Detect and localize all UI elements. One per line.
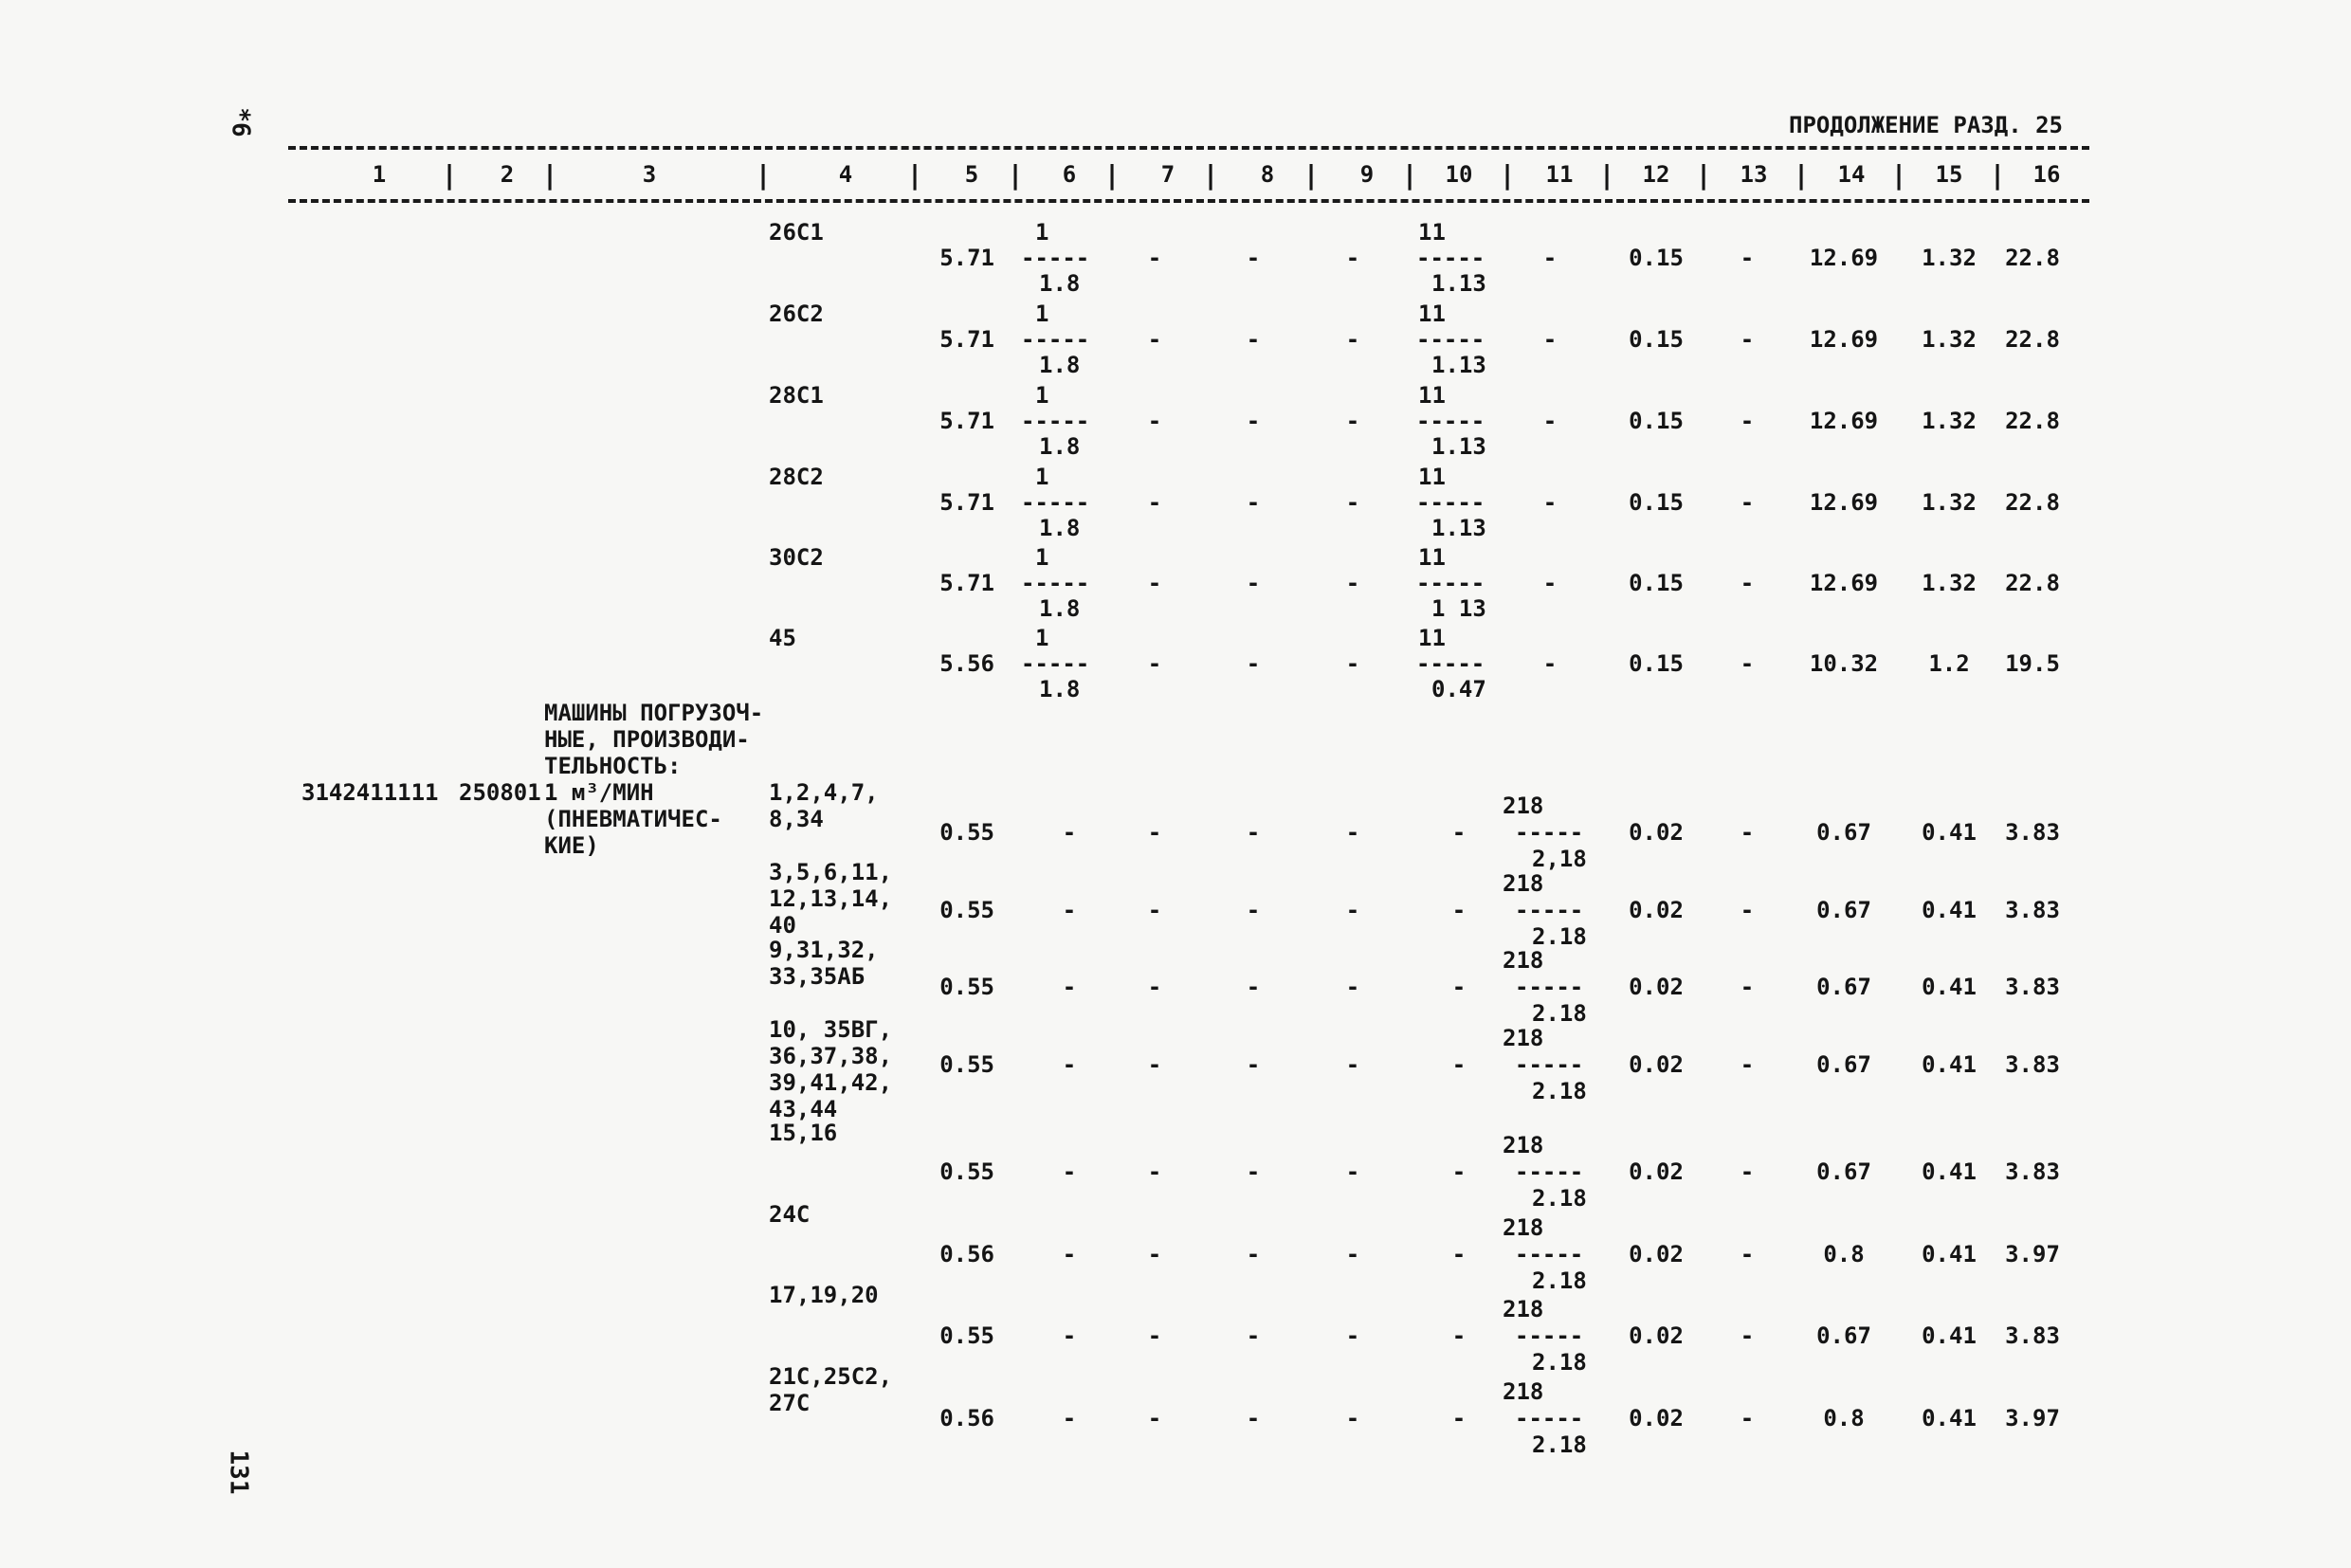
fraction-bar: -----	[1515, 1241, 1584, 1267]
fraction-bar: -----	[1021, 408, 1090, 434]
cell-col15: 1.32	[1922, 408, 1977, 434]
fraction-denominator: 2,18	[1532, 846, 1587, 872]
cell-col14: 0.67	[1816, 1158, 1871, 1185]
table-header-rule	[288, 199, 2089, 203]
cell-col7: -	[1147, 974, 1162, 1000]
cell-col14: 12.69	[1809, 408, 1879, 434]
cell-col7: -	[1147, 1405, 1162, 1431]
cell-col11: -	[1542, 408, 1558, 434]
cell-col15: 1.32	[1922, 570, 1977, 596]
row-code-line: 15,16	[769, 1120, 838, 1146]
cell-col13: -	[1740, 897, 1755, 923]
fraction-denominator: 1.8	[1039, 433, 1081, 460]
cell-col16: 22.8	[2005, 570, 2060, 596]
column-separator: |	[1598, 159, 1615, 191]
cell-col12: 0.02	[1629, 819, 1684, 846]
cell-col11: -	[1542, 245, 1558, 271]
fraction-denominator: 2.18	[1532, 1349, 1587, 1376]
cell-col15: 0.41	[1922, 1241, 1977, 1267]
cell-col8: -	[1246, 819, 1261, 846]
row-code-line: 36,37,38,	[769, 1043, 893, 1069]
cell-col15: 0.41	[1922, 1158, 1977, 1185]
fraction-denominator: 1.8	[1039, 270, 1081, 297]
column-header: 8	[1260, 161, 1275, 188]
column-separator: |	[1695, 159, 1712, 191]
cell-col14: 12.69	[1809, 245, 1879, 271]
cell-col16: 3.83	[2005, 819, 2060, 846]
fraction-denominator: 2.18	[1532, 1185, 1587, 1212]
cell-col16: 3.83	[2005, 897, 2060, 923]
cell-col16: 3.83	[2005, 1051, 2060, 1078]
cell-col7: -	[1147, 819, 1162, 846]
cell-col5: 5.56	[939, 650, 994, 677]
row-code: 28С1	[769, 382, 824, 409]
cell-col13: -	[1740, 326, 1755, 353]
cell-col5: 5.71	[939, 570, 994, 596]
item-description-line: 1 м³/МИН	[544, 779, 654, 806]
section-heading-line: ТЕЛЬНОСТЬ:	[544, 753, 682, 779]
fraction-bar: -----	[1515, 1322, 1584, 1349]
cell-col14: 12.69	[1809, 570, 1879, 596]
cell-col10: -	[1451, 1051, 1467, 1078]
section-heading-line: НЫЕ, ПРОИЗВОДИ-	[544, 726, 750, 753]
cell-col7: -	[1147, 326, 1162, 353]
row-code-line: 10, 35ВГ,	[769, 1016, 893, 1043]
cell-col7: -	[1147, 489, 1162, 516]
row-code-line: 8,34	[769, 806, 824, 832]
cell-col13: -	[1740, 1405, 1755, 1431]
cell-col8: -	[1246, 1405, 1261, 1431]
fraction-numerator: 11	[1418, 544, 1446, 571]
cell-col6: -	[1062, 1051, 1077, 1078]
cell-col16: 3.83	[2005, 1322, 2060, 1349]
cell-col5: 0.55	[939, 1051, 994, 1078]
column-header: 9	[1359, 161, 1375, 188]
item-code-col2: 250801	[459, 779, 541, 806]
fraction-denominator: 1.13	[1431, 352, 1486, 378]
cell-col9: -	[1345, 1322, 1360, 1349]
cell-col13: -	[1740, 1241, 1755, 1267]
column-separator: |	[1499, 159, 1516, 191]
fraction-numerator: 218	[1503, 1132, 1544, 1158]
row-code-line: 43,44	[769, 1096, 838, 1122]
cell-col10: -	[1451, 1322, 1467, 1349]
column-header: 15	[1935, 161, 1963, 188]
cell-col9: -	[1345, 974, 1360, 1000]
row-code-line: 21С,25С2,	[769, 1363, 893, 1390]
cell-col5: 0.56	[939, 1241, 994, 1267]
cell-col5: 5.71	[939, 326, 994, 353]
fraction-numerator: 11	[1418, 382, 1446, 409]
fraction-bar: -----	[1416, 326, 1485, 353]
fraction-numerator: 218	[1503, 1296, 1544, 1322]
row-code: 30С2	[769, 544, 824, 571]
cell-col14: 12.69	[1809, 326, 1879, 353]
cell-col9: -	[1345, 1051, 1360, 1078]
cell-col8: -	[1246, 897, 1261, 923]
fraction-denominator: 1 13	[1431, 595, 1486, 622]
column-header: 13	[1740, 161, 1768, 188]
fraction-bar: -----	[1515, 1051, 1584, 1078]
cell-col10: -	[1451, 1158, 1467, 1185]
fraction-bar: -----	[1416, 408, 1485, 434]
cell-col13: -	[1740, 489, 1755, 516]
margin-top-mark: *6	[226, 107, 255, 137]
fraction-numerator: 218	[1503, 1025, 1544, 1051]
cell-col7: -	[1147, 570, 1162, 596]
cell-col13: -	[1740, 1322, 1755, 1349]
cell-col16: 3.83	[2005, 1158, 2060, 1185]
column-separator: |	[1793, 159, 1810, 191]
column-separator: |	[755, 159, 772, 191]
row-code: 45	[769, 625, 796, 651]
cell-col15: 1.32	[1922, 489, 1977, 516]
column-separator: |	[1989, 159, 2006, 191]
cell-col11: -	[1542, 326, 1558, 353]
column-header: 4	[838, 161, 853, 188]
fraction-numerator: 1	[1035, 219, 1049, 246]
cell-col9: -	[1345, 326, 1360, 353]
row-code-line: 24С	[769, 1201, 811, 1228]
row-code-line: 33,35АБ	[769, 963, 866, 990]
fraction-numerator: 218	[1503, 947, 1544, 974]
cell-col5: 5.71	[939, 489, 994, 516]
cell-col9: -	[1345, 1158, 1360, 1185]
fraction-denominator: 1.8	[1039, 595, 1081, 622]
cell-col16: 22.8	[2005, 326, 2060, 353]
row-code-line: 17,19,20	[769, 1282, 879, 1308]
cell-col10: -	[1451, 819, 1467, 846]
cell-col6: -	[1062, 1241, 1077, 1267]
cell-col10: -	[1451, 1241, 1467, 1267]
cell-col9: -	[1345, 489, 1360, 516]
cell-col7: -	[1147, 1322, 1162, 1349]
fraction-numerator: 1	[1035, 625, 1049, 651]
cell-col14: 0.8	[1823, 1405, 1865, 1431]
cell-col15: 0.41	[1922, 1051, 1977, 1078]
cell-col7: -	[1147, 408, 1162, 434]
cell-col12: 0.02	[1629, 897, 1684, 923]
column-separator: |	[441, 159, 458, 191]
cell-col15: 0.41	[1922, 974, 1977, 1000]
cell-col12: 0.02	[1629, 974, 1684, 1000]
cell-col9: -	[1345, 1241, 1360, 1267]
cell-col5: 5.71	[939, 408, 994, 434]
row-code-line: 40	[769, 912, 796, 939]
cell-col10: -	[1451, 974, 1467, 1000]
fraction-bar: -----	[1515, 974, 1584, 1000]
fraction-numerator: 11	[1418, 301, 1446, 327]
column-separator: |	[1401, 159, 1418, 191]
cell-col5: 0.56	[939, 1405, 994, 1431]
cell-col5: 5.71	[939, 245, 994, 271]
cell-col16: 22.8	[2005, 245, 2060, 271]
column-header: 10	[1445, 161, 1473, 188]
fraction-numerator: 218	[1503, 1214, 1544, 1241]
fraction-denominator: 1.8	[1039, 676, 1081, 702]
fraction-bar: -----	[1021, 489, 1090, 516]
cell-col12: 0.02	[1629, 1405, 1684, 1431]
fraction-numerator: 218	[1503, 870, 1544, 897]
column-separator: |	[541, 159, 558, 191]
cell-col14: 12.69	[1809, 489, 1879, 516]
column-header: 16	[2032, 161, 2061, 188]
column-header: 2	[500, 161, 515, 188]
fraction-numerator: 11	[1418, 219, 1446, 246]
fraction-denominator: 1.8	[1039, 515, 1081, 541]
column-separator: |	[1303, 159, 1320, 191]
cell-col5: 0.55	[939, 819, 994, 846]
cell-col6: -	[1062, 1158, 1077, 1185]
cell-col15: 1.32	[1922, 326, 1977, 353]
cell-col11: -	[1542, 650, 1558, 677]
column-header: 7	[1160, 161, 1176, 188]
cell-col15: 0.41	[1922, 897, 1977, 923]
fraction-bar: -----	[1021, 650, 1090, 677]
cell-col5: 0.55	[939, 897, 994, 923]
cell-col8: -	[1246, 1051, 1261, 1078]
column-header: 5	[964, 161, 979, 188]
fraction-bar: -----	[1515, 1158, 1584, 1185]
cell-col8: -	[1246, 974, 1261, 1000]
cell-col16: 22.8	[2005, 408, 2060, 434]
column-separator: |	[1202, 159, 1219, 191]
fraction-numerator: 11	[1418, 464, 1446, 490]
cell-col15: 1.32	[1922, 245, 1977, 271]
table-top-rule	[288, 146, 2089, 150]
cell-col9: -	[1345, 408, 1360, 434]
cell-col14: 10.32	[1809, 650, 1879, 677]
fraction-bar: -----	[1416, 650, 1485, 677]
cell-col13: -	[1740, 650, 1755, 677]
cell-col16: 3.97	[2005, 1241, 2060, 1267]
item-description-line: КИЕ)	[544, 832, 599, 859]
cell-col6: -	[1062, 974, 1077, 1000]
item-description-line: (ПНЕВМАТИЧЕС-	[544, 806, 722, 832]
fraction-bar: -----	[1515, 819, 1584, 846]
fraction-bar: -----	[1416, 570, 1485, 596]
fraction-denominator: 2.18	[1532, 1078, 1587, 1104]
fraction-denominator: 1.8	[1039, 352, 1081, 378]
cell-col9: -	[1345, 245, 1360, 271]
fraction-numerator: 1	[1035, 301, 1049, 327]
cell-col9: -	[1345, 650, 1360, 677]
cell-col9: -	[1345, 1405, 1360, 1431]
column-header: 3	[642, 161, 657, 188]
cell-col9: -	[1345, 897, 1360, 923]
cell-col15: 0.41	[1922, 819, 1977, 846]
cell-col16: 22.8	[2005, 489, 2060, 516]
fraction-numerator: 1	[1035, 464, 1049, 490]
cell-col8: -	[1246, 489, 1261, 516]
cell-col11: -	[1542, 489, 1558, 516]
cell-col13: -	[1740, 408, 1755, 434]
column-header: 6	[1062, 161, 1077, 188]
fraction-denominator: 2.18	[1532, 1000, 1587, 1027]
cell-col8: -	[1246, 245, 1261, 271]
row-code-line: 12,13,14,	[769, 885, 893, 912]
cell-col9: -	[1345, 570, 1360, 596]
cell-col12: 0.02	[1629, 1241, 1684, 1267]
cell-col7: -	[1147, 1158, 1162, 1185]
row-code-line: 27С	[769, 1390, 811, 1416]
section-continuation-title: ПРОДОЛЖЕНИЕ РАЗД. 25	[1789, 112, 2063, 138]
column-header: 11	[1545, 161, 1574, 188]
fraction-denominator: 2.18	[1532, 1431, 1587, 1458]
row-code: 26С1	[769, 219, 824, 246]
fraction-denominator: 0.47	[1431, 676, 1486, 702]
cell-col12: 0.15	[1629, 489, 1684, 516]
cell-col8: -	[1246, 326, 1261, 353]
fraction-numerator: 11	[1418, 625, 1446, 651]
fraction-bar: -----	[1021, 326, 1090, 353]
cell-col12: 0.15	[1629, 650, 1684, 677]
cell-col13: -	[1740, 570, 1755, 596]
fraction-denominator: 1.13	[1431, 433, 1486, 460]
cell-col12: 0.02	[1629, 1322, 1684, 1349]
cell-col7: -	[1147, 1241, 1162, 1267]
fraction-denominator: 2.18	[1532, 923, 1587, 950]
cell-col12: 0.15	[1629, 245, 1684, 271]
cell-col8: -	[1246, 1241, 1261, 1267]
cell-col15: 1.2	[1928, 650, 1970, 677]
cell-col9: -	[1345, 819, 1360, 846]
fraction-denominator: 1.13	[1431, 270, 1486, 297]
cell-col15: 0.41	[1922, 1322, 1977, 1349]
cell-col7: -	[1147, 1051, 1162, 1078]
column-header: 14	[1837, 161, 1866, 188]
cell-col6: -	[1062, 1405, 1077, 1431]
cell-col14: 0.67	[1816, 819, 1871, 846]
cell-col6: -	[1062, 1322, 1077, 1349]
cell-col13: -	[1740, 819, 1755, 846]
column-header: 12	[1642, 161, 1670, 188]
cell-col6: -	[1062, 819, 1077, 846]
cell-col8: -	[1246, 650, 1261, 677]
item-code-col1: 3142411111	[301, 779, 439, 806]
row-code-line: 1,2,4,7,	[769, 779, 879, 806]
fraction-bar: -----	[1515, 897, 1584, 923]
cell-col7: -	[1147, 650, 1162, 677]
cell-col14: 0.8	[1823, 1241, 1865, 1267]
cell-col15: 0.41	[1922, 1405, 1977, 1431]
row-code: 26С2	[769, 301, 824, 327]
cell-col13: -	[1740, 974, 1755, 1000]
cell-col14: 0.67	[1816, 974, 1871, 1000]
cell-col11: -	[1542, 570, 1558, 596]
cell-col12: 0.15	[1629, 570, 1684, 596]
row-code-line: 3,5,6,11,	[769, 859, 893, 885]
column-separator: |	[1007, 159, 1024, 191]
column-separator: |	[1103, 159, 1121, 191]
cell-col13: -	[1740, 245, 1755, 271]
cell-col8: -	[1246, 1322, 1261, 1349]
fraction-numerator: 218	[1503, 1378, 1544, 1405]
fraction-denominator: 2.18	[1532, 1267, 1587, 1294]
cell-col8: -	[1246, 1158, 1261, 1185]
cell-col6: -	[1062, 897, 1077, 923]
cell-col13: -	[1740, 1158, 1755, 1185]
cell-col5: 0.55	[939, 1158, 994, 1185]
fraction-bar: -----	[1416, 489, 1485, 516]
column-header: 1	[372, 161, 387, 188]
column-separator: |	[1890, 159, 1907, 191]
cell-col16: 19.5	[2005, 650, 2060, 677]
cell-col13: -	[1740, 1051, 1755, 1078]
page-number: 131	[224, 1449, 253, 1495]
cell-col7: -	[1147, 897, 1162, 923]
fraction-numerator: 1	[1035, 544, 1049, 571]
cell-col5: 0.55	[939, 974, 994, 1000]
cell-col7: -	[1147, 245, 1162, 271]
cell-col14: 0.67	[1816, 1051, 1871, 1078]
cell-col14: 0.67	[1816, 1322, 1871, 1349]
cell-col12: 0.15	[1629, 326, 1684, 353]
cell-col16: 3.97	[2005, 1405, 2060, 1431]
cell-col8: -	[1246, 408, 1261, 434]
cell-col8: -	[1246, 570, 1261, 596]
fraction-bar: -----	[1416, 245, 1485, 271]
cell-col12: 0.15	[1629, 408, 1684, 434]
cell-col16: 3.83	[2005, 974, 2060, 1000]
fraction-bar: -----	[1515, 1405, 1584, 1431]
cell-col12: 0.02	[1629, 1158, 1684, 1185]
cell-col12: 0.02	[1629, 1051, 1684, 1078]
fraction-numerator: 1	[1035, 382, 1049, 409]
row-code: 28С2	[769, 464, 824, 490]
cell-col10: -	[1451, 897, 1467, 923]
fraction-numerator: 218	[1503, 793, 1544, 819]
cell-col14: 0.67	[1816, 897, 1871, 923]
fraction-bar: -----	[1021, 245, 1090, 271]
cell-col5: 0.55	[939, 1322, 994, 1349]
section-heading-line: МАШИНЫ ПОГРУЗОЧ-	[544, 700, 764, 726]
row-code-line: 39,41,42,	[769, 1069, 893, 1096]
row-code-line: 9,31,32,	[769, 937, 879, 963]
column-separator: |	[906, 159, 923, 191]
cell-col10: -	[1451, 1405, 1467, 1431]
fraction-denominator: 1.13	[1431, 515, 1486, 541]
fraction-bar: -----	[1021, 570, 1090, 596]
